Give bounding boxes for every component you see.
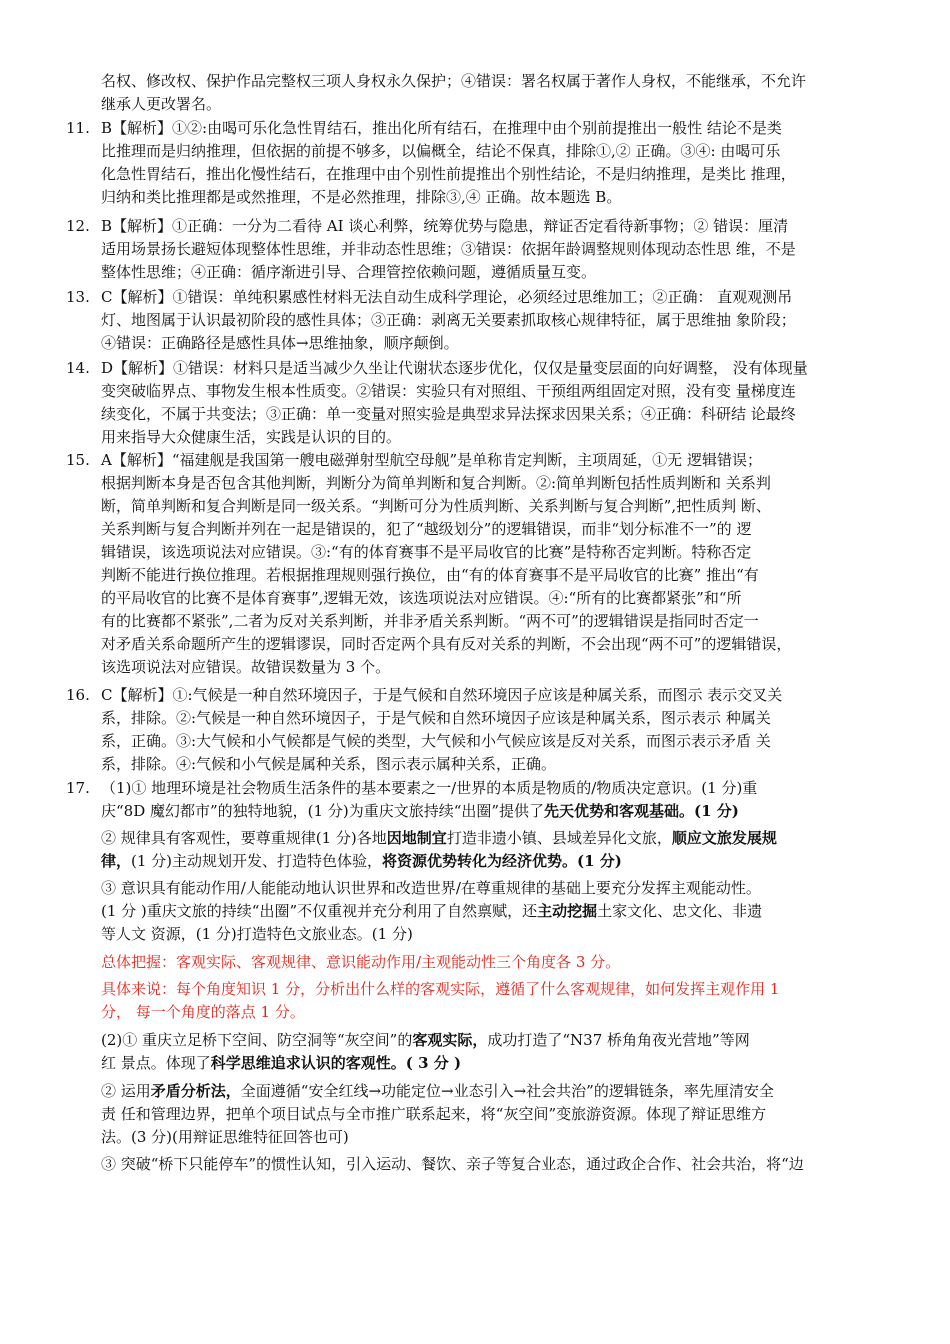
answer-17-part1-line: （1)① 地理环境是社会物质生活条件的基本要素之一/世界的本质是物质的/物质决定意识。(1 分)重 (101, 779, 758, 797)
answer-15-line: 对矛盾关系命题所产生的逻辑谬误，同时否定两个具有反对关系的判断，不会出现“两不可”的逻辑错误， (101, 635, 792, 653)
answer-11-line: 化急性胃结石，推出化慢性结石，在推理中由个别性前提推出个别性结论，不是归纳推理，是类比 推理， (101, 165, 796, 183)
answer-15-line: 该选项说法对应错误。故错误数量为 3 个。 (101, 658, 391, 676)
question-number-15: 15. (66, 451, 90, 469)
scoring-note-detail: 具体来说：每个角度知识 1 分，分析出什么样的客观实际，遵循了什么客观规律，如何发挥主观作用 1 (101, 980, 780, 998)
bold-keyword: 律， (101, 852, 132, 870)
scoring-note-overall: 总体把握：客观实际、客观规律、意识能动作用/主观能动性三个角度各 3 分。 (101, 953, 621, 971)
answer-12-line: B【解析】①正确：一分为二看待 AI 谈心利弊，统筹优势与隐患，辩证否定看待新事物；② 错误：厘清 (101, 217, 789, 235)
bold-keyword: 科学思维追求认识的客观性。 (210, 1054, 406, 1072)
question-number-12: 12. (66, 217, 90, 235)
answer-14-line: 变突破临界点、事物发生根本性质变。②错误：实验只有对照组、干预组两组固定对照，没有变 量梯度连 (101, 382, 796, 400)
answer-17-part2-line (101, 1029, 750, 1051)
answer-11-line: B【解析】①②:由喝可乐化急性胃结石，推出化所有结石，在推理中由个别前提推出一般性 结论不是类 (101, 119, 782, 137)
bold-keyword: 顺应文旅发展规 (671, 829, 777, 847)
bold-keyword: 因地制宜 (386, 829, 447, 847)
continued-text-line: 继承人更改署名。 (101, 95, 222, 113)
answer-16-line: 系，正确。③:大气候和小气候都是气候的类型，大气候和小气候应该是反对关系，而图示表示矛盾 关 (101, 732, 771, 750)
question-number-17: 17. (66, 779, 90, 797)
answer-17-part2-line: 责 任和管理边界，把单个项目试点与全市推广联系起来，将“灰空间”变旅游资源。体现了辩证思维方 (101, 1105, 767, 1123)
plain-text: ② 规律具有客观性，要尊重规律(1 分)各地 (101, 829, 387, 847)
scoring-note-detail: 分， 每一个角度的落点 1 分。 (101, 1003, 305, 1021)
answer-16-line: 系，排除。④:气候和小气候是属种关系，图示表示属种关系，正确。 (101, 755, 557, 773)
answer-15-line: 有的比赛都不紧张”,二者为反对关系判断，并非矛盾关系判断。“两不可”的逻辑错误是指同时否定一 (101, 612, 759, 630)
answer-17-part2-line: ③ 突破“桥下只能停车”的惯性认知，引入运动、餐饮、亲子等复合业态，通过政企合作、社会共治，将“边 (101, 1155, 804, 1173)
plain-text: 成功打造了“N37 桥角角夜光营地”等网 (487, 1031, 750, 1049)
plain-text: (1 分 )重庆文旅的持续“出圈”不仅重视并充分利用了自然禀赋，还 (101, 902, 538, 920)
bold-keyword: 将资源优势转化为经济优势。(1 分) (382, 852, 622, 870)
answer-15-line: 根据判断本身是否包含其他判断，判断分为简单判断和复合判断。②:简单判断包括性质判断和 关系判 (101, 474, 771, 492)
answer-11-line: 归纳和类比推理都是或然推理，不是必然推理，排除③,④ 正确。故本题选 B。 (101, 188, 622, 206)
question-number-11: 11. (66, 119, 90, 137)
answer-17-point2-line (101, 850, 622, 872)
answer-15-line: 关系判断与复合判断并列在一起是错误的，犯了“越级划分”的逻辑错误，而非“划分标准不一”的 逻 (101, 520, 752, 538)
question-number-14: 14. (66, 359, 90, 377)
plain-text: 土家文化、忠文化、非遗 (597, 902, 763, 920)
answer-14-line: 用来指导大众健康生活，实践是认识的目的。 (101, 428, 402, 446)
answer-17-part2-line: 法。(3 分)(用辩证思维特征回答也可) (101, 1128, 349, 1146)
answer-17-part2-line (101, 1052, 461, 1074)
answer-11-line: 比推理而是归纳推理，但依据的前提不够多，以偏概全，结论不保真，排除①,② 正确。③④: 由喝可乐 (101, 142, 781, 160)
plain-text: 打造非遗小镇、县域差异化文旅， (446, 829, 672, 847)
plain-text: ② 运用 (101, 1082, 151, 1100)
question-number-13: 13. (66, 288, 90, 306)
score-mark: ( 3 分 ) (405, 1054, 462, 1072)
answer-13-line: 灯、地图属于认识最初阶段的感性具体；③正确：剥离无关要素抓取核心规律特征，属于思维抽 象阶段； (101, 311, 796, 329)
plain-text: 庆“8D 魔幻都市”的独特地貌，(1 分)为重庆文旅持续“出圈”提供了 (101, 802, 545, 820)
answer-14-line: 续变化，不属于共变法；③正确：单一变量对照实验是典型求异法探求因果关系；④正确：科研结 论最终 (101, 405, 796, 423)
answer-17-point3-line: ③ 意识具有能动作用/人能能动地认识世界和改造世界/在尊重规律的基础上要充分发挥主观能动性。 (101, 879, 761, 897)
answer-17-point3-line (101, 900, 762, 922)
answer-13-line: C【解析】①错误：单纯积累感性材料无法自动生成科学理论，必须经过思维加工；②正确： 直观观测吊 (101, 288, 793, 306)
answer-15-line: 辑错误，该选项说法对应错误。③:“有的体育赛事不是平局收官的比赛”是特称否定判断。特称否定 (101, 543, 752, 561)
answer-12-line: 整体性思维；④正确：循序渐进引导、合理管控依赖问题，遵循质量互变。 (101, 263, 597, 281)
answer-17-part1-line (101, 800, 739, 822)
answer-16-line: C【解析】①:气候是一种自然环境因子，于是气候和自然环境因子应该是种属关系，而图示 表示交叉关 (101, 686, 783, 704)
answer-16-line: 系，排除。②:气候是一种自然环境因子，于是气候和自然环境因子应该是种属关系，图示表示 种属关 (101, 709, 771, 727)
plain-text: 红 景点。体现了 (101, 1054, 211, 1072)
bold-keyword: 先天优势和客观基础。(1 分) (544, 802, 739, 820)
answer-17-part2-line (101, 1080, 774, 1102)
answer-17-point3-line: 等人文 资源，(1 分)打造特色文旅业态。(1 分) (101, 925, 413, 943)
continued-text-line: 名权、修改权、保护作品完整权三项人身权永久保护；④错误：署名权属于著作人身权，不能继承，不允许 (101, 72, 807, 90)
plain-text: (2)① 重庆立足桥下空间、防空洞等“灰空间”的 (101, 1031, 413, 1049)
bold-keyword: 主动挖掘 (537, 902, 598, 920)
question-number-16: 16. (66, 686, 90, 704)
answer-15-line: 的平局收官的比赛不是体育赛事”,逻辑无效，该选项说法对应错误。④:“所有的比赛都紧张”和“所 (101, 589, 742, 607)
bold-keyword: 客观实际， (412, 1031, 488, 1049)
answer-14-line: D【解析】①错误：材料只是适当减少久坐让代谢状态逐步优化，仅仅是量变层面的向好调整， 没有体现量 (101, 359, 808, 377)
answer-15-line: A【解析】“福建舰是我国第一艘电磁弹射型航空母舰”是单称肯定判断，主项周延，①无 逻辑错误； (101, 451, 762, 469)
plain-text: 全面遵循“安全红线→功能定位→业态引入→社会共治”的逻辑链条，率先厘清安全 (240, 1082, 774, 1100)
bold-keyword: 矛盾分析法， (150, 1082, 241, 1100)
answer-15-line: 判断不能进行换位推理。若根据推理规则强行换位，由“有的体育赛事不是平局收官的比赛” 推出“有 (101, 566, 759, 584)
answer-12-line: 适用场景扬长避短体现整体性思维，并非动态性思维；③错误：依据年龄调整规则体现动态性思 维，不是 (101, 240, 796, 258)
answer-17-point2-line (101, 827, 777, 849)
answer-13-line: ④错误：正确路径是感性具体→思维抽象，顺序颠倒。 (101, 334, 459, 352)
plain-text: (1 分)主动规划开发、打造特色体验， (131, 852, 383, 870)
answer-15-line: 断，简单判断和复合判断是同一级关系。“判断可分为性质判断、关系判断与复合判断”,把性质判 断、 (101, 497, 771, 515)
